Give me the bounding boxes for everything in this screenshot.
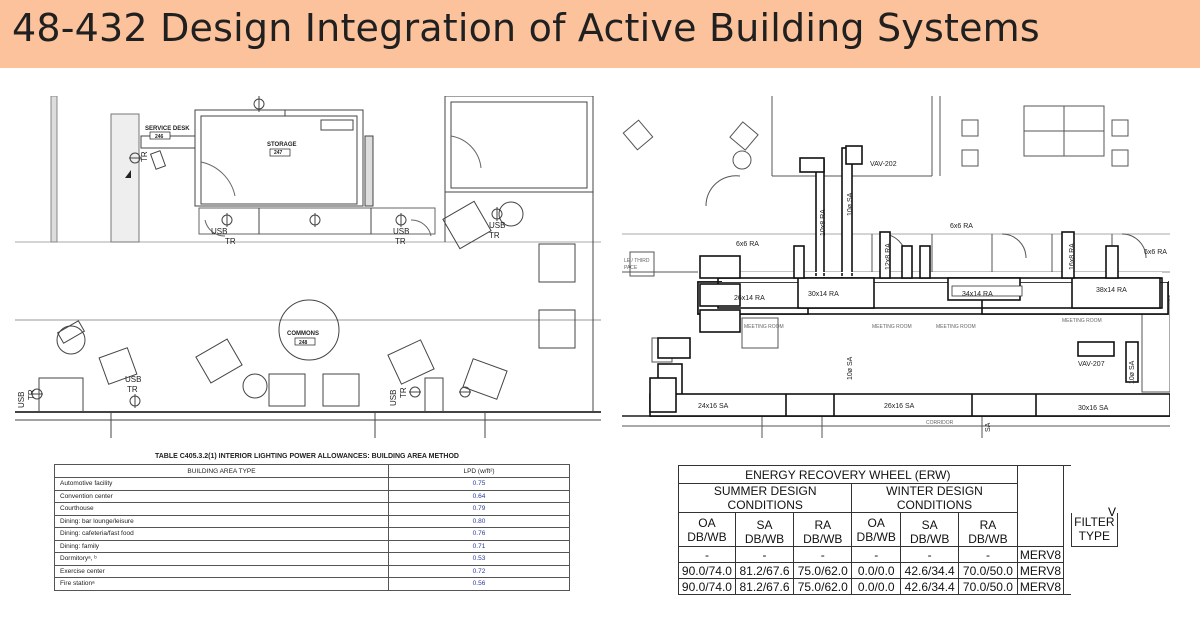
label-usb-6: USB: [389, 389, 398, 406]
label-sa-26x16: 26x16 SA: [884, 403, 915, 410]
floor-plan-right-drawing: [622, 96, 1170, 438]
area-type-cell: Dining: family: [55, 540, 389, 553]
label-usb-2: USB: [393, 227, 410, 236]
table-row: [55, 565, 570, 578]
label-storage-number: 247: [274, 150, 283, 156]
area-type-cell: Dining: cafeteria/fast food: [55, 528, 389, 541]
label-service-desk-number: 246: [155, 134, 164, 140]
table-row: [55, 515, 570, 528]
label-meeting-room-1: MEETING ROOM: [744, 324, 784, 330]
label-tr-2: TR: [395, 237, 406, 246]
erw-cell: 0.0/0.0: [852, 579, 901, 595]
label-usb-5: USB: [17, 391, 26, 408]
label-tr-5: TR: [27, 389, 36, 400]
lpd-cell: 0.79: [389, 503, 570, 516]
area-type-cell: Dormitoryᵃ, ᵇ: [55, 553, 389, 566]
summer-header: SUMMER DESIGN CONDITIONS: [679, 484, 852, 513]
area-type-cell: Fire stationᵃ: [55, 578, 389, 591]
winter-oa-label: OA: [867, 515, 885, 530]
lpd-cell: 0.56: [389, 578, 570, 591]
label-vav-202: VAV-202: [870, 161, 897, 168]
table-row: [679, 563, 1118, 579]
erw-cell: 75.0/62.0: [794, 579, 852, 595]
summer-oa-header: [679, 513, 736, 547]
lighting-power-table-panel: [52, 450, 572, 620]
area-type-cell: Exercise center: [55, 565, 389, 578]
label-usb-3: USB: [489, 221, 506, 230]
lpd-cell: 0.53: [389, 553, 570, 566]
label-sa-10-c: 10ø SA: [1129, 360, 1136, 384]
erw-title: ENERGY RECOVERY WHEEL (ERW): [679, 466, 1018, 484]
erw-schedule-panel: [678, 465, 1118, 625]
erw-cell: 90.0/74.0: [679, 563, 736, 579]
erw-cell: 90.0/74.0: [679, 579, 736, 595]
label-sa-30x16: 30x16 SA: [1078, 405, 1109, 412]
label-usb-1: USB: [211, 227, 228, 236]
winter-oa-sub: DB/WB: [856, 529, 896, 544]
erw-cell: -: [794, 547, 852, 563]
label-tr-7: TR: [140, 151, 149, 162]
slide-header: [0, 0, 1200, 68]
label-tr-1: TR: [225, 237, 236, 246]
erw-cell: MERV8: [1017, 579, 1064, 595]
label-commons: COMMONS: [287, 331, 319, 337]
lpd-cell: 0.71: [389, 540, 570, 553]
floor-plan-right: [622, 96, 1170, 438]
summer-oa-label: OA: [698, 515, 716, 530]
erw-cell: -: [959, 547, 1017, 563]
table-row: [679, 547, 1118, 563]
label-ra-30x14: 30x14 RA: [808, 291, 839, 298]
label-meeting-room-4: MEETING ROOM: [1062, 318, 1102, 324]
label-meeting-room-2: MEETING ROOM: [872, 324, 912, 330]
label-ra-6x6-b: 6x6 RA: [950, 223, 973, 230]
table-row: [55, 490, 570, 503]
summer-ra-header: RA DB/WB: [794, 513, 852, 547]
area-type-cell: Automotive facility: [55, 478, 389, 491]
label-tr-3: TR: [489, 231, 500, 240]
label-ra-26x14: 26x14 RA: [734, 295, 765, 302]
label-service-desk: SERVICE DESK: [145, 126, 190, 132]
filter-header-top: [1017, 466, 1064, 547]
lighting-header-lpd: LPD (w/ft²): [389, 465, 570, 478]
erw-extra-column-label: V: [1108, 505, 1117, 519]
erw-cell: 42.6/34.4: [901, 563, 959, 579]
erw-cell: MERV8: [1017, 563, 1064, 579]
label-tr-4: TR: [127, 385, 138, 394]
erw-cell: 70.0/50.0: [959, 579, 1017, 595]
table-row: [55, 528, 570, 541]
label-ra-38x14: 38x14 RA: [1096, 287, 1127, 294]
label-storage: STORAGE: [267, 142, 297, 148]
extra-column: [1064, 466, 1071, 595]
lighting-power-table: [54, 464, 570, 591]
erw-cell: -: [735, 547, 793, 563]
floor-plan-left: [15, 96, 601, 438]
erw-cell: 81.2/67.6: [735, 579, 793, 595]
erw-cell: -: [852, 547, 901, 563]
label-usb-4: USB: [125, 375, 142, 384]
label-commons-number: 248: [299, 340, 308, 346]
label-ra-6x6-a: 6x6 RA: [736, 241, 759, 248]
label-ra-6x6-c: 6x6 RA: [1144, 249, 1167, 256]
label-third: LE / THIRD: [624, 258, 650, 264]
label-meeting-room-3: MEETING ROOM: [936, 324, 976, 330]
winter-oa-header: [852, 513, 901, 547]
erw-cell: 42.6/34.4: [901, 579, 959, 595]
lighting-table-caption: TABLE C405.3.2(1) INTERIOR LIGHTING POWER ALLOWANCES: BUILDING AREA METHOD: [155, 453, 459, 460]
filter-label: FILTER: [1074, 515, 1115, 530]
label-ra-16x8: 16x8 RA: [1069, 243, 1076, 270]
table-row: [55, 540, 570, 553]
erw-cell: 81.2/67.6: [735, 563, 793, 579]
slide-title: 48-432 Design Integration of Active Building Systems: [12, 6, 1040, 50]
lpd-cell: 0.64: [389, 490, 570, 503]
erw-cell: MERV8: [1017, 547, 1064, 563]
label-ra-10x8: 10x8 RA: [820, 209, 827, 236]
erw-cell: 75.0/62.0: [794, 563, 852, 579]
table-row: [55, 478, 570, 491]
area-type-cell: Courthouse: [55, 503, 389, 516]
area-type-cell: Convention center: [55, 490, 389, 503]
label-sa-10-b: 10ø SA: [847, 356, 854, 380]
lpd-cell: 0.72: [389, 565, 570, 578]
erw-cell: -: [679, 547, 736, 563]
label-sa-vertical: SA: [985, 422, 992, 432]
lpd-cell: 0.80: [389, 515, 570, 528]
erw-cell: 70.0/50.0: [959, 563, 1017, 579]
floor-plan-left-drawing: [15, 96, 601, 438]
erw-schedule-table: [678, 465, 1118, 595]
label-sa-10-a: 10ø SA: [847, 192, 854, 216]
lighting-header-area-type: BUILDING AREA TYPE: [55, 465, 389, 478]
table-row: [55, 503, 570, 516]
table-row: [55, 578, 570, 591]
lpd-cell: 0.76: [389, 528, 570, 541]
summer-sa-header: SA DB/WB: [735, 513, 793, 547]
label-vav-207: VAV-207: [1078, 361, 1105, 368]
label-tr-6: TR: [399, 387, 408, 398]
summer-oa-sub: DB/WB: [687, 529, 727, 544]
winter-sa-header: SA DB/WB: [901, 513, 959, 547]
winter-header: WINTER DESIGN CONDITIONS: [852, 484, 1017, 513]
erw-cell: 0.0/0.0: [852, 563, 901, 579]
label-ra-12x8: 12x8 RA: [885, 243, 892, 270]
table-row: [55, 553, 570, 566]
winter-ra-header: RA DB/WB: [959, 513, 1017, 547]
label-pace: PACE: [624, 265, 638, 271]
lpd-cell: 0.75: [389, 478, 570, 491]
area-type-cell: Dining: bar lounge/leisure: [55, 515, 389, 528]
table-row: [679, 579, 1118, 595]
label-ra-34x14: 34x14 RA: [962, 291, 993, 298]
label-sa-24x16: 24x16 SA: [698, 403, 729, 410]
erw-cell: -: [901, 547, 959, 563]
label-corridor: CORRIDOR: [926, 420, 954, 426]
filter-sub: TYPE: [1078, 529, 1110, 544]
